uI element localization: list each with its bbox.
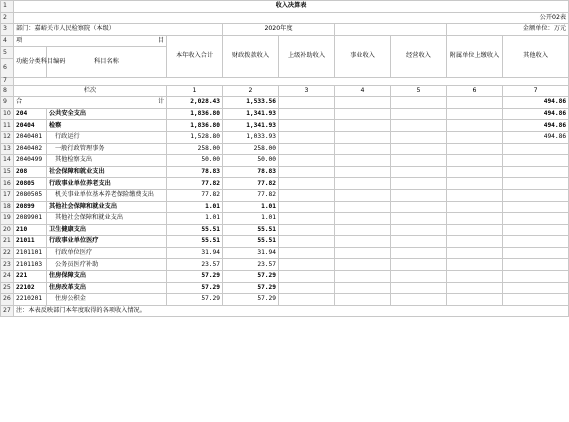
code-cell[interactable]: 208 <box>14 166 47 178</box>
table-row <box>1 247 569 259</box>
code-cell[interactable]: 20899 <box>14 201 47 213</box>
table-row <box>1 166 569 178</box>
c6-cell[interactable] <box>447 236 503 248</box>
total-c2[interactable]: 1,533.56 <box>223 97 279 109</box>
c2-cell[interactable]: 1,341.93 <box>223 120 279 132</box>
c6-cell[interactable] <box>447 143 503 155</box>
code-cell[interactable]: 2089901 <box>14 213 47 225</box>
c1-cell[interactable]: 77.82 <box>167 189 223 201</box>
c7-cell[interactable] <box>503 155 569 167</box>
table-row <box>1 131 569 143</box>
year: 2020年度 <box>223 24 335 36</box>
note-row: 27 注：本表反映部门本年度取得的各项收入情况。 <box>1 305 569 317</box>
c6-cell[interactable] <box>447 259 503 271</box>
title-row: 1 收入决算表 <box>1 1 569 13</box>
code-cell[interactable]: 221 <box>14 271 47 283</box>
c2-cell[interactable]: 1,341.93 <box>223 108 279 120</box>
c1-cell[interactable]: 55.51 <box>167 236 223 248</box>
row-number[interactable]: 10 <box>1 108 14 120</box>
table-row <box>1 189 569 201</box>
name-cell[interactable]: 公务员医疗补助 <box>47 259 167 271</box>
c1-cell[interactable]: 1.01 <box>167 201 223 213</box>
unit: 金额单位：万元 <box>447 24 569 36</box>
form-number: 公开02表 <box>14 12 569 24</box>
c1-cell[interactable]: 57.29 <box>167 294 223 306</box>
c3-cell[interactable] <box>279 247 335 259</box>
c2-cell[interactable]: 55.51 <box>223 224 279 236</box>
row-number[interactable]: 17 <box>1 189 14 201</box>
code-cell[interactable]: 2040401 <box>14 131 47 143</box>
c3-cell[interactable] <box>279 236 335 248</box>
c4-cell[interactable] <box>335 247 391 259</box>
c6-cell[interactable] <box>447 224 503 236</box>
c3-cell[interactable] <box>279 213 335 225</box>
c7-cell[interactable] <box>503 259 569 271</box>
c6-cell[interactable] <box>447 271 503 283</box>
c1-cell[interactable]: 258.00 <box>167 143 223 155</box>
table-row <box>1 294 569 306</box>
c6-cell[interactable] <box>447 108 503 120</box>
c4-cell[interactable] <box>335 282 391 294</box>
c2-cell[interactable]: 57.29 <box>223 282 279 294</box>
code-cell[interactable]: 2080505 <box>14 189 47 201</box>
row-number[interactable]: 21 <box>1 236 14 248</box>
c2-cell[interactable]: 78.83 <box>223 166 279 178</box>
c5-cell[interactable] <box>391 143 447 155</box>
c3-cell[interactable] <box>279 294 335 306</box>
c1-cell[interactable]: 31.94 <box>167 247 223 259</box>
table-row <box>1 271 569 283</box>
c6-cell[interactable] <box>447 120 503 132</box>
total-c1[interactable]: 2,028.43 <box>167 97 223 109</box>
header-c3[interactable]: 上级补助收入 <box>279 35 335 78</box>
department: 部门：嘉峪关市人民检察院（本级） <box>14 24 223 36</box>
code-cell[interactable]: 204 <box>14 108 47 120</box>
c5-cell[interactable] <box>391 294 447 306</box>
c3-cell[interactable] <box>279 271 335 283</box>
page-title: 收入决算表 <box>14 1 569 13</box>
c7-cell[interactable] <box>503 166 569 178</box>
table-row <box>1 282 569 294</box>
item-right-label: 目 <box>157 36 164 44</box>
name-cell[interactable]: 住房公积金 <box>47 294 167 306</box>
row-number[interactable]: 13 <box>1 143 14 155</box>
c1-cell[interactable]: 1,528.80 <box>167 131 223 143</box>
c5-cell[interactable] <box>391 236 447 248</box>
total-left: 合 <box>16 98 23 106</box>
c3-cell[interactable] <box>279 108 335 120</box>
name-cell[interactable]: 机关事业单位基本养老保险缴费支出 <box>47 189 167 201</box>
row-number[interactable]: 18 <box>1 201 14 213</box>
row-number[interactable]: 22 <box>1 247 14 259</box>
c4-cell[interactable] <box>335 178 391 190</box>
code-cell[interactable]: 2210201 <box>14 294 47 306</box>
c5-cell[interactable] <box>391 213 447 225</box>
c3-cell[interactable] <box>279 155 335 167</box>
c4-cell[interactable] <box>335 189 391 201</box>
table-row <box>1 120 569 132</box>
name-cell[interactable]: 其他社会保障和就业支出 <box>47 201 167 213</box>
header-c2[interactable]: 财政拨款收入 <box>223 35 279 78</box>
name-cell[interactable]: 其他社会保障和就业支出 <box>47 213 167 225</box>
c7-cell[interactable]: 494.86 <box>503 131 569 143</box>
row-number[interactable]: 23 <box>1 259 14 271</box>
code-cell[interactable]: 210 <box>14 224 47 236</box>
c4-cell[interactable] <box>335 213 391 225</box>
table-row <box>1 143 569 155</box>
header-name[interactable]: 科目名称 <box>47 47 167 78</box>
table-row <box>1 178 569 190</box>
c2-cell[interactable]: 57.29 <box>223 271 279 283</box>
c3-cell[interactable] <box>279 189 335 201</box>
c7-cell[interactable]: 494.86 <box>503 108 569 120</box>
name-cell[interactable]: 公共安全支出 <box>47 108 167 120</box>
c1-cell[interactable]: 1,836.80 <box>167 120 223 132</box>
c7-cell[interactable] <box>503 236 569 248</box>
c2-cell[interactable]: 23.57 <box>223 259 279 271</box>
row-number[interactable]: 14 <box>1 155 14 167</box>
c5-cell[interactable] <box>391 155 447 167</box>
code-cell[interactable]: 2040499 <box>14 155 47 167</box>
c5-cell[interactable] <box>391 120 447 132</box>
c7-cell[interactable] <box>503 201 569 213</box>
code-cell[interactable]: 22102 <box>14 282 47 294</box>
c2-cell[interactable]: 1.01 <box>223 201 279 213</box>
c1-cell[interactable]: 57.29 <box>167 271 223 283</box>
code-cell[interactable]: 20404 <box>14 120 47 132</box>
name-cell[interactable]: 行政事业单位养老支出 <box>47 178 167 190</box>
c3-cell[interactable] <box>279 224 335 236</box>
row-number[interactable]: 16 <box>1 178 14 190</box>
c4-cell[interactable] <box>335 271 391 283</box>
row-number[interactable]: 19 <box>1 213 14 225</box>
code-cell[interactable]: 2101103 <box>14 259 47 271</box>
table-row <box>1 224 569 236</box>
row-number[interactable]: 25 <box>1 282 14 294</box>
c3-cell[interactable] <box>279 143 335 155</box>
c4-cell[interactable] <box>335 120 391 132</box>
c7-cell[interactable] <box>503 143 569 155</box>
c6-cell[interactable] <box>447 166 503 178</box>
c5-cell[interactable] <box>391 108 447 120</box>
row-number[interactable]: 11 <box>1 120 14 132</box>
c2-cell[interactable]: 77.82 <box>223 178 279 190</box>
c7-cell[interactable] <box>503 282 569 294</box>
c1-cell[interactable]: 23.57 <box>167 259 223 271</box>
c7-cell[interactable] <box>503 213 569 225</box>
name-cell[interactable]: 行政单位医疗 <box>47 247 167 259</box>
c2-cell[interactable]: 258.00 <box>223 143 279 155</box>
c6-cell[interactable] <box>447 178 503 190</box>
header-row-6: 6 <box>1 59 569 78</box>
dept-row: 3 部门：嘉峪关市人民检察院（本级） 2020年度 金额单位：万元 <box>1 24 569 36</box>
name-cell[interactable]: 住房保障支出 <box>47 271 167 283</box>
c6-cell[interactable] <box>447 282 503 294</box>
total-right: 计 <box>157 98 164 106</box>
name-cell[interactable]: 社会保障和就业支出 <box>47 166 167 178</box>
c4-cell[interactable] <box>335 108 391 120</box>
c4-cell[interactable] <box>335 224 391 236</box>
c6-cell[interactable] <box>447 213 503 225</box>
c5-cell[interactable] <box>391 166 447 178</box>
table-row <box>1 155 569 167</box>
c4-cell[interactable] <box>335 143 391 155</box>
c3-cell[interactable] <box>279 178 335 190</box>
row-number[interactable]: 15 <box>1 166 14 178</box>
c4-cell[interactable] <box>335 201 391 213</box>
header-c7[interactable]: 其他收入 <box>503 35 569 78</box>
name-cell[interactable]: 行政事业单位医疗 <box>47 236 167 248</box>
c2-cell[interactable]: 31.94 <box>223 247 279 259</box>
form-no-row: 2 公开02表 <box>1 12 569 24</box>
table-row <box>1 108 569 120</box>
name-cell[interactable]: 检察 <box>47 120 167 132</box>
c5-cell[interactable] <box>391 247 447 259</box>
c6-cell[interactable] <box>447 131 503 143</box>
item-row: 4 项 目 本年收入合计 财政拨款收入 上级补助收入 事业收入 经营收入 附属单位上缴收入 其他收入 <box>1 35 569 47</box>
c4-cell[interactable] <box>335 259 391 271</box>
c1-cell[interactable]: 78.83 <box>167 166 223 178</box>
c1-cell[interactable]: 55.51 <box>167 224 223 236</box>
name-cell[interactable]: 一般行政管理事务 <box>47 143 167 155</box>
c3-cell[interactable] <box>279 201 335 213</box>
c2-cell[interactable]: 50.00 <box>223 155 279 167</box>
c3-cell[interactable] <box>279 131 335 143</box>
row-number[interactable]: 20 <box>1 224 14 236</box>
c1-cell[interactable]: 57.29 <box>167 282 223 294</box>
row-number[interactable]: 26 <box>1 294 14 306</box>
name-cell[interactable]: 其他检察支出 <box>47 155 167 167</box>
code-cell[interactable]: 2101101 <box>14 247 47 259</box>
c1-cell[interactable]: 1.01 <box>167 213 223 225</box>
c7-cell[interactable] <box>503 189 569 201</box>
header-c4[interactable]: 事业收入 <box>335 35 391 78</box>
c4-cell[interactable] <box>335 236 391 248</box>
c1-cell[interactable]: 77.82 <box>167 178 223 190</box>
c4-cell[interactable] <box>335 166 391 178</box>
c4-cell[interactable] <box>335 294 391 306</box>
note: 注：本表反映部门本年度取得的各项收入情况。 <box>14 305 569 317</box>
c5-cell[interactable] <box>391 259 447 271</box>
code-cell[interactable]: 21011 <box>14 236 47 248</box>
item-label: 项 <box>16 36 23 44</box>
name-cell[interactable]: 住房改革支出 <box>47 282 167 294</box>
c5-cell[interactable] <box>391 189 447 201</box>
c6-cell[interactable] <box>447 247 503 259</box>
c6-cell[interactable] <box>447 294 503 306</box>
c3-cell[interactable] <box>279 259 335 271</box>
c3-cell[interactable] <box>279 120 335 132</box>
c2-cell[interactable]: 1.01 <box>223 213 279 225</box>
name-cell[interactable]: 行政运行 <box>47 131 167 143</box>
c5-cell[interactable] <box>391 224 447 236</box>
code-cell[interactable]: 20805 <box>14 178 47 190</box>
header-c6[interactable]: 附属单位上缴收入 <box>447 35 503 78</box>
c5-cell[interactable] <box>391 178 447 190</box>
header-code[interactable]: 功能分类科目编码 <box>14 47 47 78</box>
table-row <box>1 213 569 225</box>
row-number[interactable]: 24 <box>1 271 14 283</box>
col-label: 栏次 <box>14 85 167 97</box>
total-row: 9 合 计 2,028.43 1,533.56 494.86 <box>1 97 569 109</box>
c5-cell[interactable] <box>391 282 447 294</box>
c4-cell[interactable] <box>335 131 391 143</box>
c7-cell[interactable] <box>503 178 569 190</box>
header-c5[interactable]: 经营收入 <box>391 35 447 78</box>
c5-cell[interactable] <box>391 201 447 213</box>
c5-cell[interactable] <box>391 131 447 143</box>
table-row <box>1 236 569 248</box>
c2-cell[interactable]: 1,033.93 <box>223 131 279 143</box>
c4-cell[interactable] <box>335 155 391 167</box>
c7-cell[interactable] <box>503 294 569 306</box>
c5-cell[interactable] <box>391 271 447 283</box>
c7-cell[interactable]: 494.86 <box>503 120 569 132</box>
table-row <box>1 259 569 271</box>
header-c1[interactable]: 本年收入合计 <box>167 35 223 78</box>
c7-cell[interactable] <box>503 247 569 259</box>
table-row <box>1 201 569 213</box>
c7-cell[interactable] <box>503 271 569 283</box>
c3-cell[interactable] <box>279 282 335 294</box>
c1-cell[interactable]: 1,836.80 <box>167 108 223 120</box>
c1-cell[interactable]: 50.00 <box>167 155 223 167</box>
col-number-row: 8 栏次 1 2 3 4 5 6 7 <box>1 85 569 97</box>
c6-cell[interactable] <box>447 155 503 167</box>
c2-cell[interactable]: 57.29 <box>223 294 279 306</box>
header-row-7: 7 <box>1 78 569 85</box>
row-number[interactable]: 12 <box>1 131 14 143</box>
c2-cell[interactable]: 55.51 <box>223 236 279 248</box>
header-row-5: 5 功能分类科目编码 科目名称 <box>1 47 569 59</box>
c6-cell[interactable] <box>447 201 503 213</box>
c6-cell[interactable] <box>447 189 503 201</box>
c7-cell[interactable] <box>503 224 569 236</box>
total-c7[interactable]: 494.86 <box>503 97 569 109</box>
code-cell[interactable]: 2040402 <box>14 143 47 155</box>
name-cell[interactable]: 卫生健康支出 <box>47 224 167 236</box>
c2-cell[interactable]: 77.82 <box>223 189 279 201</box>
c3-cell[interactable] <box>279 166 335 178</box>
